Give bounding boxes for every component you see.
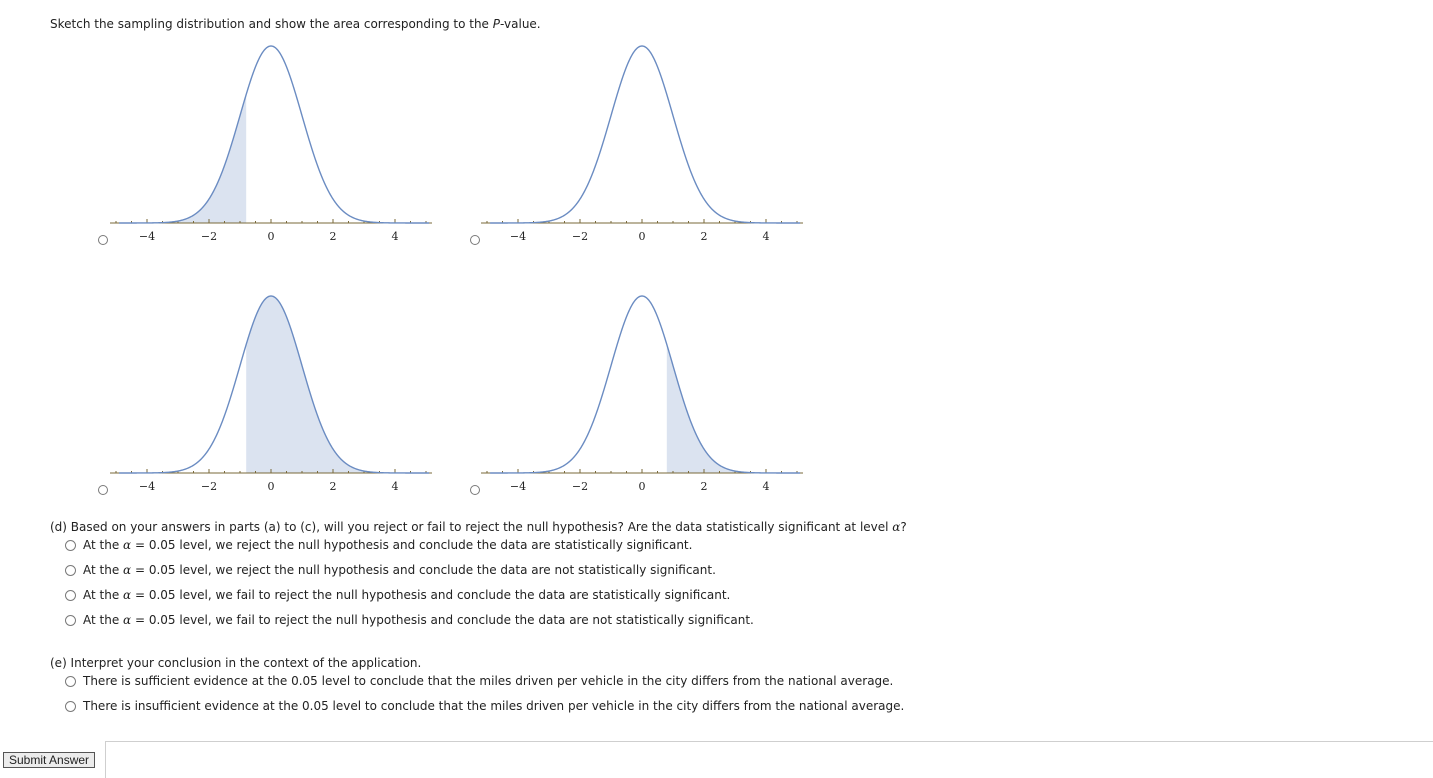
answer-divider-vertical [105,741,106,778]
option-pre: At the [83,588,124,602]
submit-answer-button[interactable]: Submit Answer [3,752,95,768]
part-d-option-3-radio[interactable] [65,590,76,601]
normal-curve [490,46,800,223]
part-e-option-2-label: There is insufficient evidence at the 0.05 level to conclude that the miles driven per vehicle in the city differs from the national average. [83,699,905,713]
tick-label: 2 [329,230,337,243]
pvalue-letter: P [492,17,501,31]
shaded-area [667,344,751,473]
graph-2-svg [481,40,806,250]
part-d-option-4[interactable] [65,613,754,627]
graph-option-3-radio[interactable] [98,485,108,495]
part-d-option-2[interactable] [65,563,716,577]
tick-label: −2 [571,230,589,243]
graph-option-1 [110,40,435,250]
tick-label: 0 [638,480,646,493]
part-d-option-2-radio[interactable] [65,565,76,576]
tick-label: 0 [638,230,646,243]
part-e-question: (e) Interpret your conclusion in the context of the application. [50,656,422,670]
part-d-option-4-radio[interactable] [65,615,76,626]
instruction-suffix: -value. [500,17,541,31]
tick-label: −2 [200,230,218,243]
option-pre: At the [83,538,124,552]
option-alpha: α [123,563,132,577]
part-d-question-suffix: ? [900,520,907,534]
tick-label: −4 [509,230,527,243]
graph-option-4-radio[interactable] [470,485,480,495]
tick-label: −4 [138,480,156,493]
part-e-option-2[interactable] [65,699,904,713]
graph-option-2 [481,40,806,250]
part-e-option-1-label: There is sufficient evidence at the 0.05 level to conclude that the miles driven per vehicle in the city differs from the national average. [83,674,894,688]
part-e-option-2-radio[interactable] [65,701,76,712]
part-d-option-1-label [83,538,692,552]
part-d-option-1-radio[interactable] [65,540,76,551]
alpha-symbol: α [892,520,901,534]
shaded-area [163,94,247,223]
normal-curve [119,46,429,223]
tick-label: 2 [329,480,337,493]
tick-label: 2 [700,480,708,493]
option-alpha: α [123,538,132,552]
part-d-option-3-label [83,588,730,602]
option-post: = 0.05 level, we fail to reject the null hypothesis and conclude the data are statistically significant. [131,588,731,602]
option-post: = 0.05 level, we fail to reject the null hypothesis and conclude the data are not statistically significant. [131,613,754,627]
instruction-prefix: Sketch the sampling distribution and show the area corresponding to the [50,17,493,31]
tick-label: 4 [391,480,399,493]
part-e-option-1-radio[interactable] [65,676,76,687]
tick-label: 4 [762,480,770,493]
sketch-instruction [50,17,541,31]
shaded-area [246,296,379,473]
part-d-option-2-label [83,563,716,577]
option-post: = 0.05 level, we reject the null hypothesis and conclude the data are statistically significant. [131,538,693,552]
part-d-option-1[interactable] [65,538,692,552]
part-d-option-3[interactable] [65,588,730,602]
tick-label: 4 [762,230,770,243]
option-post: = 0.05 level, we reject the null hypothesis and conclude the data are not statistically significant. [131,563,716,577]
tick-label: −4 [509,480,527,493]
tick-label: 2 [700,230,708,243]
tick-label: 0 [267,480,275,493]
graph-option-1-radio[interactable] [98,235,108,245]
part-d-question-prefix: (d) Based on your answers in parts (a) to (c), will you reject or fail to reject the null hypothesis? Are the data statistically significant at level [50,520,893,534]
tick-label: 4 [391,230,399,243]
part-d-question [50,520,907,534]
graph-3-svg [110,290,435,500]
option-alpha: α [123,613,132,627]
tick-label: −2 [571,480,589,493]
option-pre: At the [83,563,124,577]
graph-4-svg [481,290,806,500]
part-d-option-4-label [83,613,754,627]
part-e-option-1[interactable] [65,674,893,688]
tick-label: −2 [200,480,218,493]
option-alpha: α [123,588,132,602]
normal-curve [490,296,800,473]
graph-option-4 [481,290,806,500]
tick-label: 0 [267,230,275,243]
graph-1-svg [110,40,435,250]
answer-divider [105,741,1433,742]
option-pre: At the [83,613,124,627]
tick-label: −4 [138,230,156,243]
graph-option-2-radio[interactable] [470,235,480,245]
graph-option-3 [110,290,435,500]
